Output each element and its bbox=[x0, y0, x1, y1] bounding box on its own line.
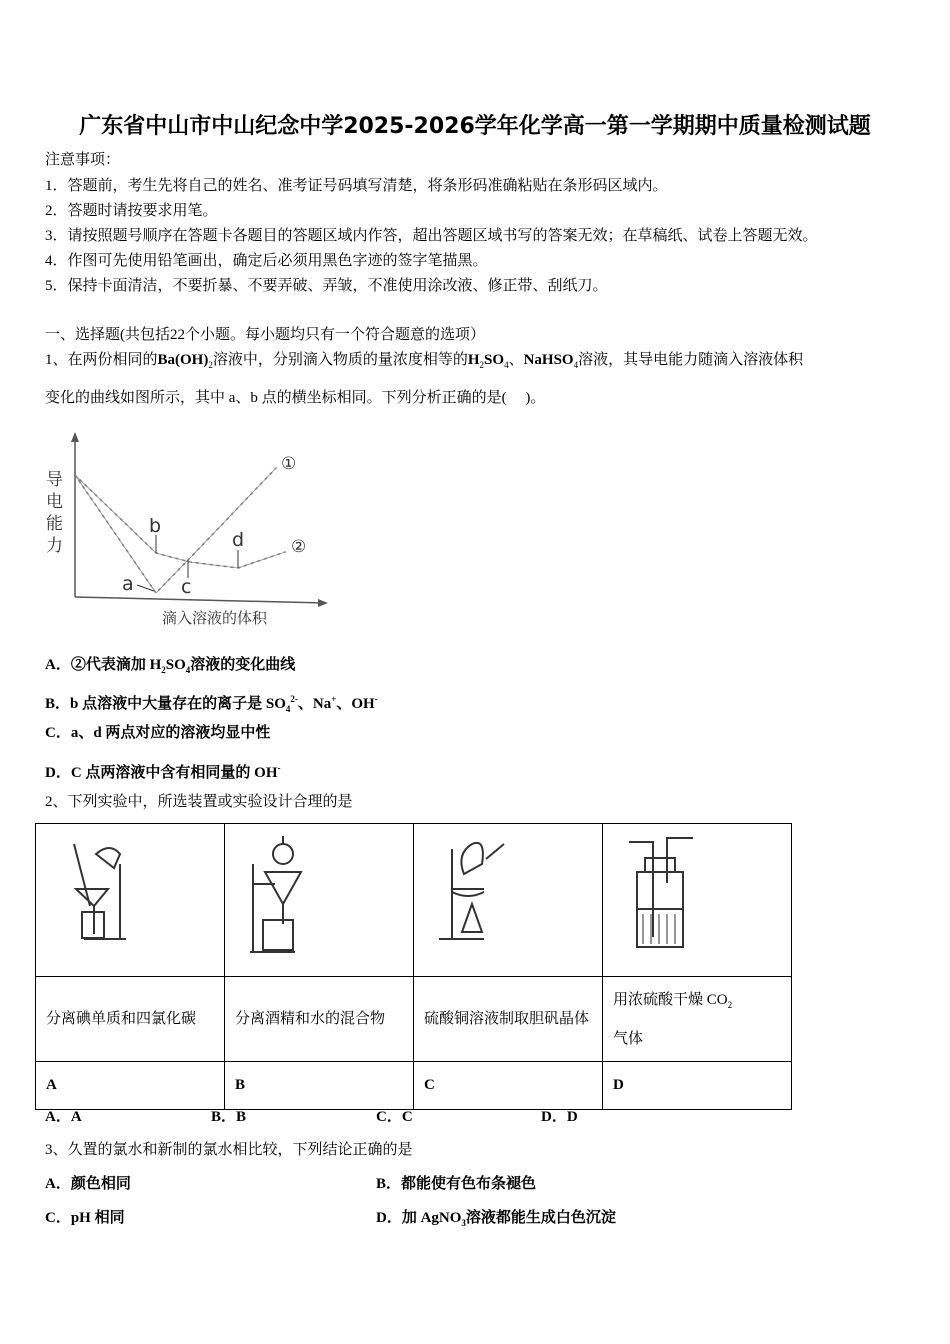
q2-option-c: C．C bbox=[376, 1109, 413, 1125]
q3-option-d bbox=[376, 1208, 616, 1233]
text: 、OH bbox=[336, 696, 375, 712]
subscript: 4 bbox=[573, 360, 579, 370]
q1-stem-line2: 变化的曲线如图所示，其中 a、b 点的横坐标相同。下列分析正确的是( )。 bbox=[45, 390, 546, 406]
superscript: 2- bbox=[290, 694, 298, 704]
y-label: 电 bbox=[46, 492, 63, 512]
subscript: 3 bbox=[461, 1218, 466, 1228]
q3-option-a: A．颜色相同 bbox=[45, 1176, 131, 1192]
subscript: 2 bbox=[161, 665, 166, 675]
note-item: 3．请按照题号顺序在答题卡各题目的答题区域内作答，超出答题区域书写的答案无效；在草稿纸、试卷上答题无效。 bbox=[45, 228, 818, 244]
text: D．加 AgNO bbox=[376, 1210, 462, 1226]
point-d-label: d bbox=[232, 529, 245, 551]
q1-option-c: C．a、d 两点对应的溶液均显中性 bbox=[45, 725, 271, 741]
formula: SO bbox=[165, 657, 186, 673]
letter-a: A bbox=[36, 1062, 225, 1110]
formula: H bbox=[467, 352, 480, 368]
y-label: 力 bbox=[46, 536, 63, 556]
text: 溶液，其导电能力随滴入溶液体积 bbox=[578, 352, 804, 368]
point-c-label: c bbox=[181, 576, 192, 598]
apparatus-c bbox=[414, 824, 603, 977]
formula: SO bbox=[484, 352, 505, 368]
description-a: 分离碘单质和四氯化碳 bbox=[36, 977, 225, 1062]
page-title: 广东省中山市中山纪念中学2025-2026学年化学高一第一学期期中质量检测试题 bbox=[79, 114, 871, 139]
superscript: - bbox=[277, 763, 281, 773]
x-axis-arrow bbox=[318, 599, 328, 607]
y-label: 导 bbox=[46, 470, 63, 490]
curve-2-label: ② bbox=[291, 537, 307, 557]
formula: H bbox=[149, 657, 162, 673]
q2-option-a: A．A bbox=[45, 1109, 82, 1125]
conductivity-diagram bbox=[40, 430, 340, 635]
q2-stem: 2、下列实验中，所选装置或实验设计合理的是 bbox=[45, 794, 353, 810]
text: 溶液都能生成白色沉淀 bbox=[465, 1210, 616, 1226]
note-item: 5．保持卡面清洁，不要折暴、不要弄破、弄皱，不准使用涂改液、修正带、刮纸刀。 bbox=[45, 278, 608, 294]
q3-option-b: B．都能使有色布条褪色 bbox=[376, 1176, 537, 1192]
subscript: 2 bbox=[208, 360, 213, 370]
note-item: 4．作图可先使用铅笔画出，确定后必须用黑色字迹的签字笔描黑。 bbox=[45, 253, 488, 269]
q1-option-a bbox=[45, 655, 295, 680]
q1-option-d bbox=[45, 758, 281, 783]
apparatus-a bbox=[36, 824, 225, 977]
q2-option-d: D．D bbox=[541, 1109, 578, 1125]
subscript: 4 bbox=[185, 665, 191, 675]
notes-heading: 注意事项： bbox=[45, 152, 121, 168]
curve-1-line bbox=[75, 468, 276, 593]
description-c: 硫酸铜溶液制取胆矾晶体 bbox=[414, 977, 603, 1062]
subscript: 4 bbox=[504, 360, 509, 370]
text: A．②代表滴加 bbox=[45, 657, 150, 673]
text: 溶液中，分别滴入物质的量浓度相等的 bbox=[212, 352, 468, 368]
text: 、 bbox=[508, 352, 524, 368]
apparatus-b bbox=[225, 824, 414, 977]
q1-option-b bbox=[45, 689, 378, 719]
letter-b: B bbox=[225, 1062, 414, 1110]
q1-stem bbox=[45, 350, 803, 375]
description-b: 分离酒精和水的混合物 bbox=[225, 977, 414, 1062]
section-heading: 一、选择题(共包括22个小题。每小题均只有一个符合题意的选项） bbox=[45, 327, 485, 343]
text: B．b 点溶液中大量存在的离子是 bbox=[45, 696, 266, 712]
q2-apparatus-table bbox=[35, 823, 792, 1110]
subscript: 4 bbox=[285, 704, 291, 714]
letter-c: C bbox=[414, 1062, 603, 1110]
point-b-label: b bbox=[149, 515, 162, 537]
curve-1 bbox=[75, 468, 276, 593]
q3-option-c: C．pH 相同 bbox=[45, 1210, 125, 1226]
gas-washing-bottle-icon bbox=[613, 824, 781, 971]
superscript: - bbox=[374, 694, 378, 704]
text: 溶液的变化曲线 bbox=[190, 657, 296, 673]
note-item: 2．答题时请按要求用笔。 bbox=[45, 203, 218, 219]
letter-d: D bbox=[603, 1062, 792, 1110]
formula: Ba(OH) bbox=[157, 352, 209, 368]
superscript: + bbox=[331, 694, 337, 704]
note-item: 1．答题前，考生先将自己的姓名、准考证号码填写清楚，将条形码准确粘贴在条形码区域内。 bbox=[45, 178, 668, 194]
separatory-funnel-icon bbox=[235, 824, 403, 971]
q3-stem: 3、久置的氯水和新制的氯水相比较，下列结论正确的是 bbox=[45, 1142, 413, 1158]
point-a-label: a bbox=[122, 573, 134, 595]
subscript: 2 bbox=[727, 999, 733, 1010]
curve-1-label: ① bbox=[281, 454, 297, 474]
x-axis bbox=[75, 597, 325, 603]
x-label: 滴入溶液的体积 bbox=[162, 609, 268, 627]
q2-option-b: B．B bbox=[211, 1109, 247, 1125]
text: 1、在两份相同的 bbox=[45, 352, 158, 368]
subscript: 2 bbox=[479, 360, 485, 370]
formula: NaHSO bbox=[523, 352, 574, 368]
evaporation-apparatus-icon bbox=[424, 824, 592, 971]
y-label: 能 bbox=[46, 514, 63, 534]
text: D．C 点两溶液中含有相同量的 OH bbox=[45, 765, 278, 781]
description-d bbox=[603, 977, 792, 1062]
text: 用浓硫酸干燥 CO bbox=[613, 991, 728, 1008]
text: 气体 bbox=[613, 1030, 644, 1047]
y-axis-arrow bbox=[71, 432, 79, 442]
text: 、Na bbox=[297, 696, 332, 712]
filtration-apparatus-icon bbox=[46, 824, 214, 971]
apparatus-d bbox=[603, 824, 792, 977]
formula: SO bbox=[265, 696, 286, 712]
